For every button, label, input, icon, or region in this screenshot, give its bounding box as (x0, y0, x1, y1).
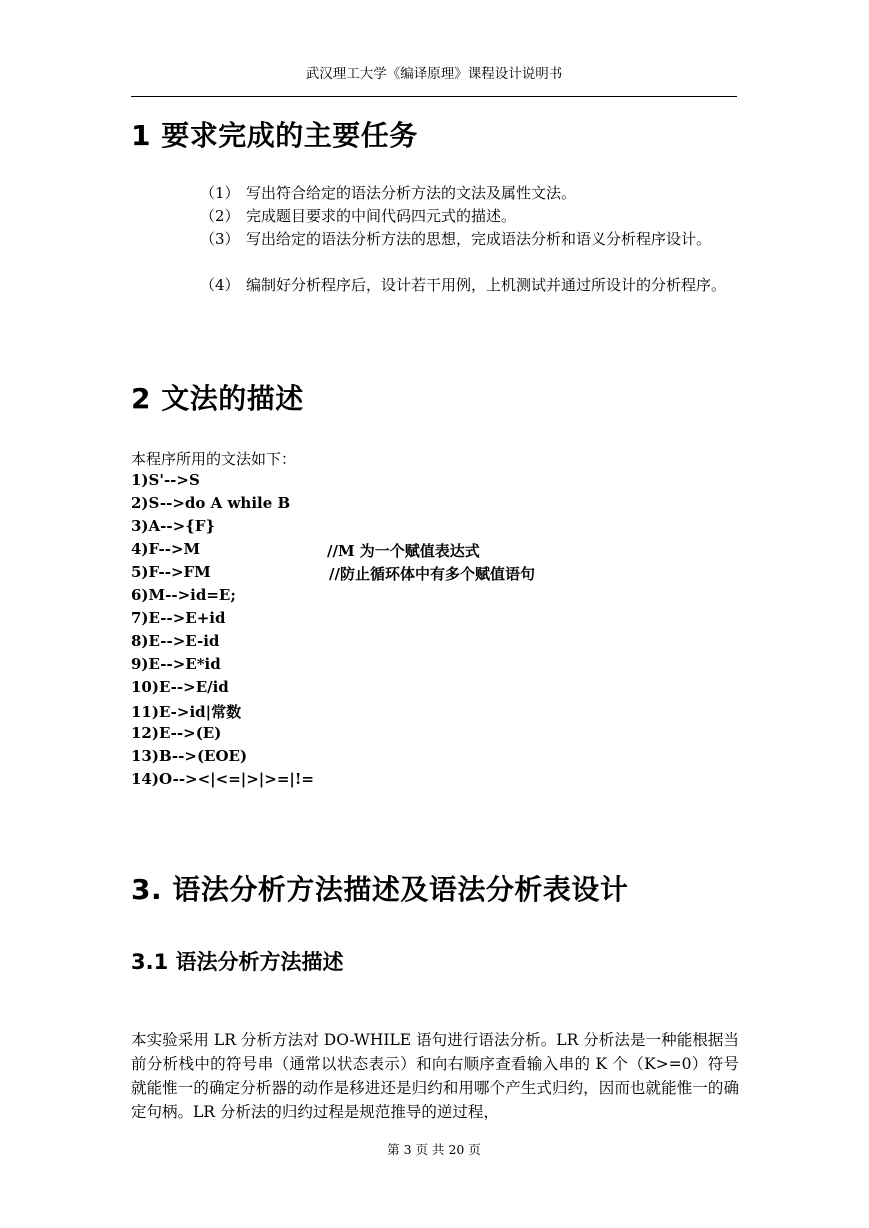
grammar-rule-11: 11)E->id|常数 (131, 703, 242, 721)
grammar-rule-4: 4)F-->M (131, 540, 201, 558)
grammar-rule-3: 3)A-->{F} (131, 517, 216, 535)
task-number: （3） (200, 230, 240, 248)
task-text: 完成题目要求的中间代码四元式的描述。 (246, 207, 517, 225)
grammar-rule-4-comment: //M 为一个赋值表达式 (327, 542, 480, 560)
grammar-rule-5: 5)F-->FM (131, 563, 211, 581)
grammar-intro: 本程序所用的文法如下： (131, 450, 297, 468)
grammar-rule-10: 10)E-->E/id (131, 678, 229, 696)
grammar-rule-13: 13)B-->(EOE) (131, 747, 248, 765)
section-1-title: 1 要求完成的主要任务 (131, 119, 418, 152)
grammar-rule-8: 8)E-->E-id (131, 632, 220, 650)
task-number: （4） (200, 276, 240, 294)
task-text: 写出给定的语法分析方法的思想，完成语法分析和语义分析程序设计。 (246, 230, 712, 248)
task-number: （2） (200, 207, 240, 225)
grammar-rule-5-comment: //防止循环体中有多个赋值语句 (329, 565, 535, 583)
grammar-rule-9: 9)E-->E*id (131, 655, 221, 673)
grammar-rule-1: 1)S'-->S (131, 471, 200, 489)
task-number: （1） (200, 184, 240, 202)
grammar-rule-12: 12)E-->(E) (131, 724, 222, 742)
grammar-rule-6: 6)M-->id=E; (131, 586, 236, 604)
section-2-title: 2 文法的描述 (131, 382, 304, 415)
grammar-rule-14: 14)O--><|<=|>|>=|!= (131, 770, 314, 788)
task-text: 写出符合给定的语法分析方法的文法及属性文法。 (246, 184, 577, 202)
grammar-rule-2: 2)S-->do A while B (131, 494, 291, 512)
task-item-1 (200, 182, 740, 205)
subsection-3-1-title: 3.1 语法分析方法描述 (131, 950, 344, 974)
task-item-4 (200, 274, 740, 297)
page-footer: 第 3 页 共 20 页 (387, 1142, 481, 1157)
page-header: 武汉理工大学《编译原理》课程设计说明书 (305, 66, 563, 82)
task-item-2 (200, 205, 740, 228)
lr-method-paragraph: 本实验采用 LR 分析方法对 DO-WHILE 语句进行语法分析。LR 分析法是一种能根据当前分析栈中的符号串（通常以状态表示）和向右顺序查看输入串的 K 个（K>=0）符号就能惟一的确定分析器的动作是移进还是归约和用哪个产生式归约，因而也就能惟一的确定句柄。LR 分析法的归约过程是规范推导的逆过程， (131, 1031, 739, 1121)
grammar-rule-7: 7)E-->E+id (131, 609, 226, 627)
task-text: 编制好分析程序后，设计若干用例，上机测试并通过所设计的分析程序。 (246, 276, 727, 294)
task-item-3 (200, 228, 740, 251)
header-divider (131, 96, 737, 97)
section-3-title: 3. 语法分析方法描述及语法分析表设计 (131, 873, 629, 906)
